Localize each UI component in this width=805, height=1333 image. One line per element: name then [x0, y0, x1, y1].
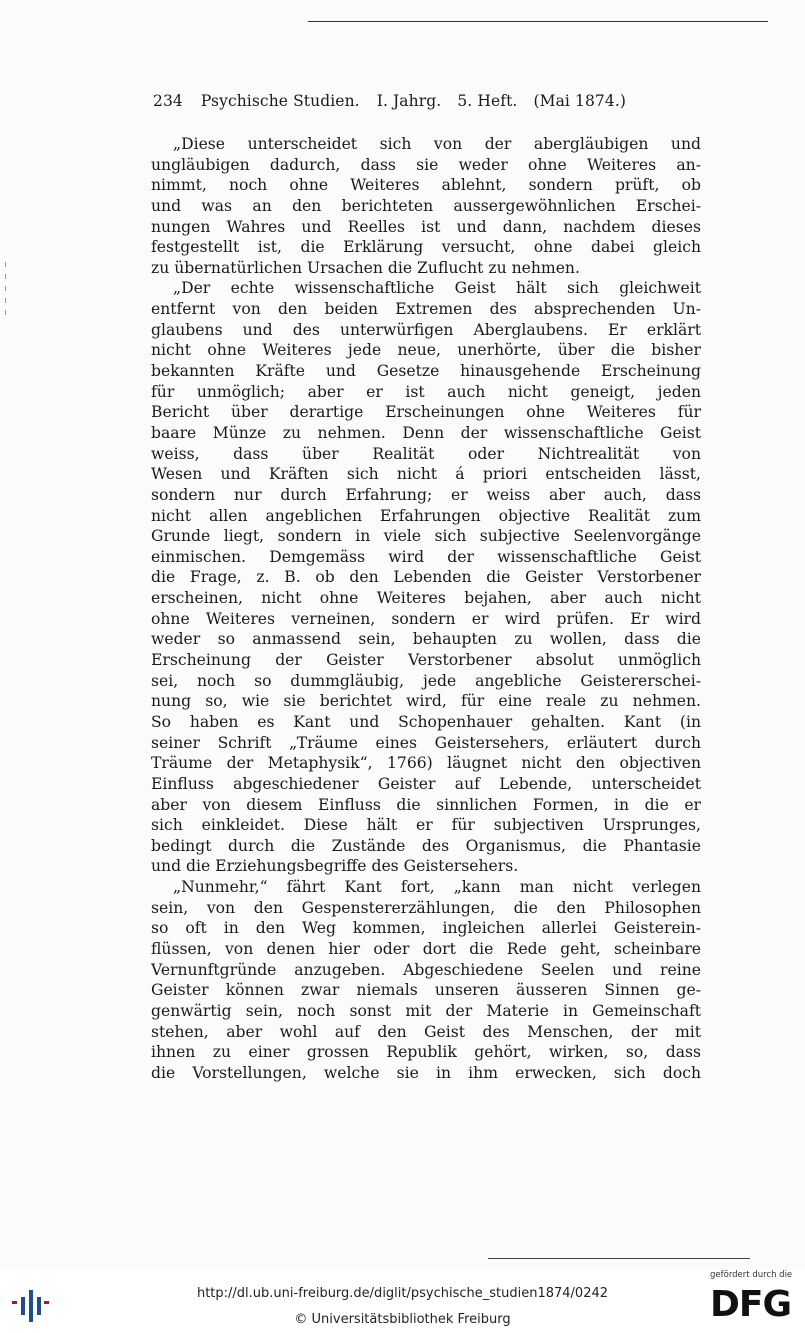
text-line: baare Münze zu nehmen. Denn der wissenschaftliche Geist	[151, 423, 701, 442]
source-url[interactable]: http://dl.ub.uni-freiburg.de/diglit/psychische_studien1874/0242	[196, 1286, 609, 1301]
top-rule	[308, 21, 768, 22]
text-line: nicht allen angeblichen Erfahrungen objective Realität zum	[151, 506, 701, 525]
page-number: 234	[153, 92, 183, 110]
text-line: stehen, aber wohl auf den Geist des Menschen, der mit	[151, 1022, 701, 1041]
dfg-logo: DFG	[710, 1284, 792, 1325]
text-line: sein, von den Gespenstererzählungen, die den Philosophen	[151, 898, 701, 917]
text-line: ungläubigen dadurch, dass sie weder ohne Weiteres an-	[151, 155, 701, 174]
text-line: festgestellt ist, die Erklärung versucht, ohne dabei gleich	[151, 238, 701, 257]
text-line: sich einkleidet. Diese hält er für subjectiven Ursprunges,	[151, 816, 701, 835]
text-line: genwärtig sein, noch sonst mit der Materie in Gemeinschaft	[151, 1001, 701, 1020]
dfg-caption: gefördert durch die	[710, 1270, 793, 1280]
text-line: ohne Weiteres verneinen, sondern er wird prüfen. Er wird	[151, 609, 701, 628]
text-line: nimmt, noch ohne Weiteres ablehnt, sondern prüft, ob	[151, 176, 701, 195]
text-line: nicht ohne Weiteres jede neue, unerhörte, über die bisher	[151, 341, 701, 360]
running-header	[153, 92, 703, 110]
text-line: glaubens und des unterwürfigen Aberglaubens. Er erklärt	[151, 320, 701, 339]
text-line: bedingt durch die Zustände des Organismus, die Phantasie	[151, 836, 701, 855]
text-line: Träume der Metaphysik“, 1766) läugnet nicht den objectiven	[151, 754, 701, 773]
text-line: nungen Wahres und Reelles ist und dann, nachdem dieses	[151, 217, 701, 236]
body-text	[151, 134, 701, 1083]
text-line: Wesen und Kräften sich nicht á priori entscheiden lässt,	[151, 465, 701, 484]
issue-date: (Mai 1874.)	[533, 92, 627, 110]
copyright-notice: © Universitätsbibliothek Freiburg	[294, 1312, 511, 1327]
text-line: flüssen, von denen hier oder dort die Rede geht, scheinbare	[151, 939, 701, 958]
text-line: sei, noch so dummgläubig, jede angebliche Geistererschei-	[151, 671, 701, 690]
text-line: „Nunmehr,“ fährt Kant fort, „kann man nicht verlegen	[173, 878, 701, 897]
text-line: Geister können zwar niemals unseren äusseren Sinnen ge-	[151, 981, 701, 1000]
text-line: bekannten Kräfte und Gesetze hinausgehende Erscheinung	[151, 362, 701, 381]
text-line: entfernt von den beiden Extremen des absprechenden Un-	[151, 300, 701, 319]
text-line: „Diese unterscheidet sich von der abergläubigen und	[173, 135, 701, 153]
text-line: weder so anmassend sein, behaupten zu wollen, dass die	[151, 630, 701, 649]
text-line: So haben es Kant und Schopenhauer gehalten. Kant (in	[151, 712, 701, 731]
bottom-rule	[488, 1258, 750, 1259]
viewer-footer	[0, 1270, 805, 1333]
text-line: einmischen. Demgemäss wird der wissenschaftliche Geist	[151, 547, 701, 566]
text-line: aber von diesem Einfluss die sinnlichen Formen, in die er	[151, 795, 701, 814]
text-line: Erscheinung der Geister Verstorbener absolut unmöglich	[151, 651, 701, 670]
text-line: zu übernatürlichen Ursachen die Zuflucht zu nehmen.	[151, 258, 580, 277]
text-line: erscheinen, nicht ohne Weiteres bejahen, aber auch nicht	[151, 589, 701, 608]
journal-title: Psychische Studien.	[200, 92, 360, 110]
text-line: nung so, wie sie berichtet wird, für eine reale zu nehmen.	[151, 692, 701, 711]
text-line: Einfluss abgeschiedener Geister auf Lebende, unterscheidet	[151, 774, 701, 793]
text-line: Bericht über derartige Erscheinungen ohne Weiteres für	[151, 403, 701, 422]
margin-marks	[3, 262, 9, 322]
text-line: sondern nur durch Erfahrung; er weiss aber auch, dass	[151, 485, 701, 504]
text-line: die Frage, z. B. ob den Lebenden die Geister Verstorbener	[151, 568, 701, 587]
journal-year: I. Jahrg.	[376, 92, 442, 110]
text-line: so oft in den Weg kommen, ingleichen allerlei Geisterein-	[151, 919, 701, 938]
text-line: „Der echte wissenschaftliche Geist hält sich gleichweit	[173, 279, 701, 298]
text-line: ihnen zu einer grossen Republik gehört, wirken, so, dass	[151, 1043, 701, 1062]
text-line: weiss, dass über Realität oder Nichtrealität von	[151, 444, 701, 463]
text-line: Grunde liegt, sondern in viele sich subjective Seelenvorgänge	[151, 527, 701, 546]
text-line: und was an den berichteten aussergewöhnlichen Erschei-	[151, 196, 701, 215]
text-line: seiner Schrift „Träume eines Geistersehers, erläutert durch	[151, 733, 701, 752]
text-line: und die Erziehungsbegriffe des Geistersehers.	[151, 857, 519, 876]
text-line: die Vorstellungen, welche sie in ihm erwecken, sich doch	[151, 1063, 701, 1082]
text-line: Vernunftgründe anzugeben. Abgeschiedene Seelen und reine	[151, 960, 701, 979]
text-line: für unmöglich; aber er ist auch nicht geneigt, jeden	[151, 382, 701, 401]
journal-issue: 5. Heft.	[457, 92, 518, 110]
